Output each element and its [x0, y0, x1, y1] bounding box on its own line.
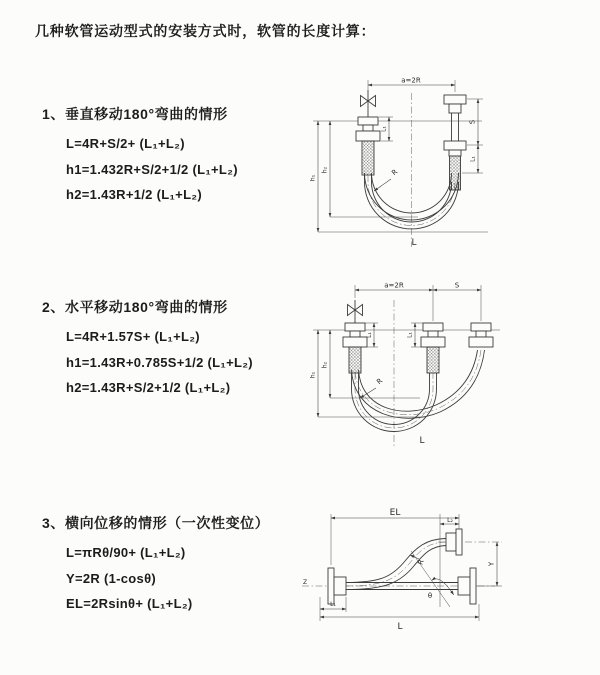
hose-braid [427, 347, 439, 373]
dim-s-label: S [454, 281, 460, 290]
dim-h1-label: h₁ [310, 174, 317, 182]
formula-length: L=πRθ/90+ (L₁+L₂) [66, 545, 186, 560]
section-3-heading: 3、横向位移的情形（一次性变位） [42, 515, 270, 531]
formula-length: L=4R+S/2+ (L₁+L₂) [66, 136, 185, 151]
formula-h2: h2=1.43R+1/2 (L₁+L₂) [66, 187, 203, 202]
section-lateral-displacement [42, 513, 269, 617]
dim-s [467, 99, 483, 145]
dim-el-label: EL [389, 508, 401, 518]
formula-y: Y=2R (1-cosθ) [66, 570, 157, 586]
formula-length: L=4R+1.57S+ (L₁+L₂) [66, 329, 200, 344]
page-title: 几种软管运动型式的安装方式时，软管的长度计算： [35, 23, 376, 39]
section-1-formulas [66, 131, 238, 208]
section-vertical-movement [42, 104, 238, 208]
center-flange-fitting [421, 323, 445, 373]
radius-label: R [416, 558, 426, 566]
dim-l1-center-label: L₁ [406, 332, 414, 338]
section-horizontal-movement [42, 297, 253, 401]
dim-h2-label: h₂ [321, 166, 329, 174]
dim-s [433, 282, 481, 322]
radius-leader [374, 168, 399, 191]
dim-a2r-label: a=2R [384, 281, 404, 290]
formula-el: EL=2Rsinθ+ (L₁+L₂) [66, 596, 193, 611]
dim-l [318, 232, 488, 248]
dim-y-label: Y [487, 561, 496, 567]
dim-l-label: L [411, 238, 417, 248]
radius-leader [360, 377, 384, 398]
radius-leader [410, 555, 426, 566]
dim-l1-label: L₁ [330, 601, 336, 608]
dim-l1 [320, 597, 346, 621]
dim-l1-center [407, 323, 424, 347]
dim-l1-right-label: L₁ [469, 156, 477, 162]
diagram-horizontal-movement [310, 280, 510, 455]
hose-u-bend-wide [352, 350, 485, 418]
formula-h1: h1=1.43R+0.785S+1/2 (L₁+L₂) [66, 354, 253, 370]
right-flange-fitting [444, 95, 466, 190]
valve-icon [361, 90, 376, 117]
section-3-formulas [66, 540, 269, 617]
hose-s-curve [346, 539, 446, 590]
dim-l-label: L [397, 622, 403, 632]
valve-icon [348, 300, 363, 323]
dim-l [320, 604, 479, 632]
dim-l1-left [379, 117, 393, 141]
dim-l1-left-label: L₁ [380, 126, 388, 132]
dim-h2 [322, 330, 421, 398]
left-flange-fitting [343, 323, 367, 373]
hose-braid [362, 141, 374, 175]
centerline-mark: Z [303, 579, 308, 586]
right-flange-fitting [469, 323, 493, 347]
dim-l2 [440, 514, 459, 607]
dim-l-label: L [419, 436, 425, 446]
section-2-formulas [66, 324, 253, 401]
dim-a2r-label: a=2R [401, 76, 421, 85]
diagram-lateral-displacement [300, 505, 600, 635]
dim-y [476, 542, 502, 586]
diagram-vertical-movement [310, 75, 510, 255]
dim-h2-label: h₂ [321, 361, 329, 369]
formula-h2: h2=1.43R+S/2+1/2 (L₁+L₂) [66, 380, 231, 395]
section-1-heading: 1、垂直移动180°弯曲的情形 [42, 106, 228, 122]
dim-l1-left-label: L₁ [366, 332, 373, 338]
displaced-flange-fitting [446, 529, 462, 555]
formula-h1: h1=1.432R+S/2+1/2 (L₁+L₂) [66, 161, 238, 177]
dim-s-label: S [468, 119, 477, 125]
radius-label: R [390, 167, 400, 178]
angle-theta-label: θ [427, 592, 433, 600]
dim-h1 [310, 121, 318, 232]
section-2-heading: 2、水平移动180°弯曲的情形 [42, 299, 228, 315]
left-flange-fitting [328, 568, 346, 604]
hose-braid [349, 347, 361, 373]
dim-l2-label: L₂ [447, 517, 453, 524]
left-flange-fitting [356, 117, 380, 175]
dim-a2r [368, 77, 455, 93]
dim-h1-label: h₁ [310, 371, 317, 379]
radius-label: R [375, 376, 385, 387]
